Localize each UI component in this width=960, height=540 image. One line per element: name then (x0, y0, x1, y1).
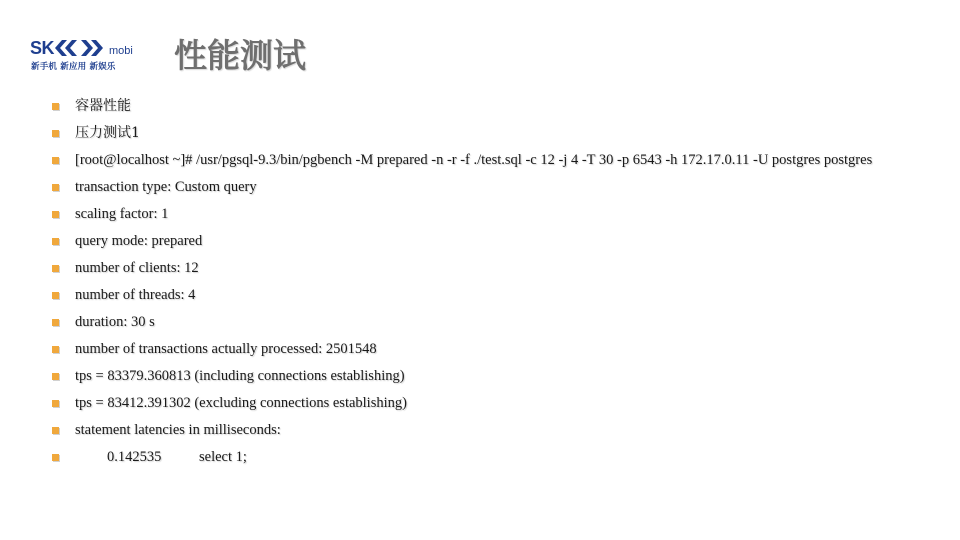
logo-tagline: 新手机 新应用 新娱乐 (31, 62, 116, 72)
list-item (52, 286, 912, 305)
list-item-text: statement latencies in milliseconds: (75, 422, 281, 438)
list-item (52, 421, 912, 440)
list-item-text: [root@localhost ~]# /usr/pgsql-9.3/bin/pgbench -M prepared -n -r -f ./test.sql -c 12 -j 4 -T 30 -p 6543 -h 172.17.0.11 -U postgres postgres (75, 152, 873, 168)
list-item-text: tps = 83412.391302 (excluding connections establishing) (75, 395, 407, 411)
list-item (52, 340, 912, 359)
list-item-text: 压力测试1 (75, 125, 140, 141)
bullet-marker-icon (52, 157, 59, 164)
bullet-marker-icon (52, 319, 59, 326)
latency-row (52, 448, 912, 467)
list-item (52, 178, 912, 197)
list-item (52, 313, 912, 332)
bullet-marker-icon (52, 103, 59, 110)
list-item (52, 259, 912, 278)
list-item-text: transaction type: Custom query (75, 179, 257, 195)
list-item (52, 124, 912, 143)
logo-mark (30, 38, 133, 58)
list-item-text: number of clients: 12 (75, 260, 199, 276)
bullet-marker-icon (52, 400, 59, 407)
logo-arrows-icon (55, 40, 107, 56)
page-title: 性能测试 (174, 36, 306, 75)
bullet-list (52, 97, 912, 467)
list-item (52, 367, 912, 386)
bullet-marker-icon (52, 427, 59, 434)
latency-statement: select 1; (199, 449, 247, 465)
bullet-marker-icon (52, 265, 59, 272)
list-item-text: tps = 83379.360813 (including connections establishing) (75, 368, 405, 384)
list-item-text: 容器性能 (75, 98, 131, 114)
latency-value: 0.142535 (107, 449, 162, 465)
bullet-marker-icon (52, 454, 59, 461)
list-item-text: number of threads: 4 (75, 287, 196, 303)
list-item (52, 205, 912, 224)
logo-brand-suffix: mobi (109, 45, 133, 57)
bullet-marker-icon (52, 292, 59, 299)
list-item-text: query mode: prepared (75, 233, 203, 249)
list-item (52, 97, 912, 116)
bullet-marker-icon (52, 211, 59, 218)
list-item-text: number of transactions actually processed: 2501548 (75, 341, 377, 357)
bullet-marker-icon (52, 130, 59, 137)
bullet-marker-icon (52, 346, 59, 353)
list-item-text: scaling factor: 1 (75, 206, 169, 222)
list-item-text: duration: 30 s (75, 314, 155, 330)
latency-line (75, 448, 912, 467)
list-item (52, 394, 912, 413)
bullet-marker-icon (52, 184, 59, 191)
skymobi-logo (30, 38, 152, 74)
bullet-marker-icon (52, 238, 59, 245)
logo-brand-prefix: SK (30, 38, 55, 58)
list-item (52, 151, 912, 170)
content-area (52, 97, 912, 475)
bullet-marker-icon (52, 373, 59, 380)
list-item (52, 232, 912, 251)
